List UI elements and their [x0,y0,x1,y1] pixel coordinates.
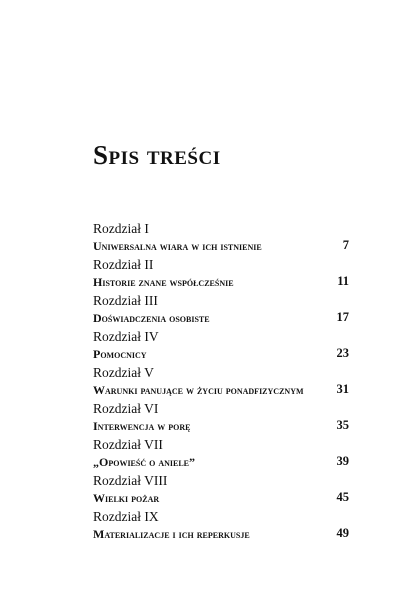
chapter-label: Rozdział I [93,221,149,236]
chapter-label: Rozdział II [93,257,154,272]
page-number: 31 [336,382,349,396]
toc-entry-3[interactable] [93,293,349,329]
chapter-label: Rozdział V [93,365,154,380]
chapter-title[interactable]: Interwencja w porę [93,419,191,433]
chapter-title[interactable]: Warunki panujące w życiu ponadfizycznym [93,383,304,397]
page-number: 7 [342,238,349,252]
chapter-title[interactable]: Uniwersalna wiara w ich istnienie [93,239,262,253]
chapter-title[interactable]: Doświadczenia osobiste [93,311,210,325]
toc-entry-6[interactable] [93,401,349,437]
chapter-label: Rozdział IV [93,329,159,344]
page-number: 35 [336,418,349,432]
chapter-label: Rozdział VIII [93,473,168,488]
table-of-contents [93,221,349,545]
page-title: Spis treści [93,140,221,170]
chapter-title[interactable]: „Opowieść o aniele” [93,455,196,469]
page-number: 45 [336,490,349,504]
page-number: 17 [336,310,349,324]
chapter-title[interactable]: Materializacje i ich reperkusje [93,527,250,541]
toc-entry-2[interactable] [93,257,349,293]
toc-entry-7[interactable] [93,437,349,473]
chapter-label: Rozdział VI [93,401,159,416]
toc-entry-9[interactable] [93,509,349,545]
chapter-label: Rozdział IX [93,509,159,524]
page-number: 39 [336,454,349,468]
toc-entry-8[interactable] [93,473,349,509]
toc-entry-4[interactable] [93,329,349,365]
toc-entry-1[interactable] [93,221,349,257]
chapter-title[interactable]: Pomocnicy [93,347,147,361]
chapter-title[interactable]: Wielki pożar [93,491,160,505]
chapter-label: Rozdział VII [93,437,163,452]
page-number: 11 [337,274,349,288]
chapter-title[interactable]: Historie znane współcześnie [93,275,234,289]
page-number: 23 [336,346,349,360]
chapter-label: Rozdział III [93,293,158,308]
toc-entry-5[interactable] [93,365,349,401]
page-number: 49 [336,526,349,540]
